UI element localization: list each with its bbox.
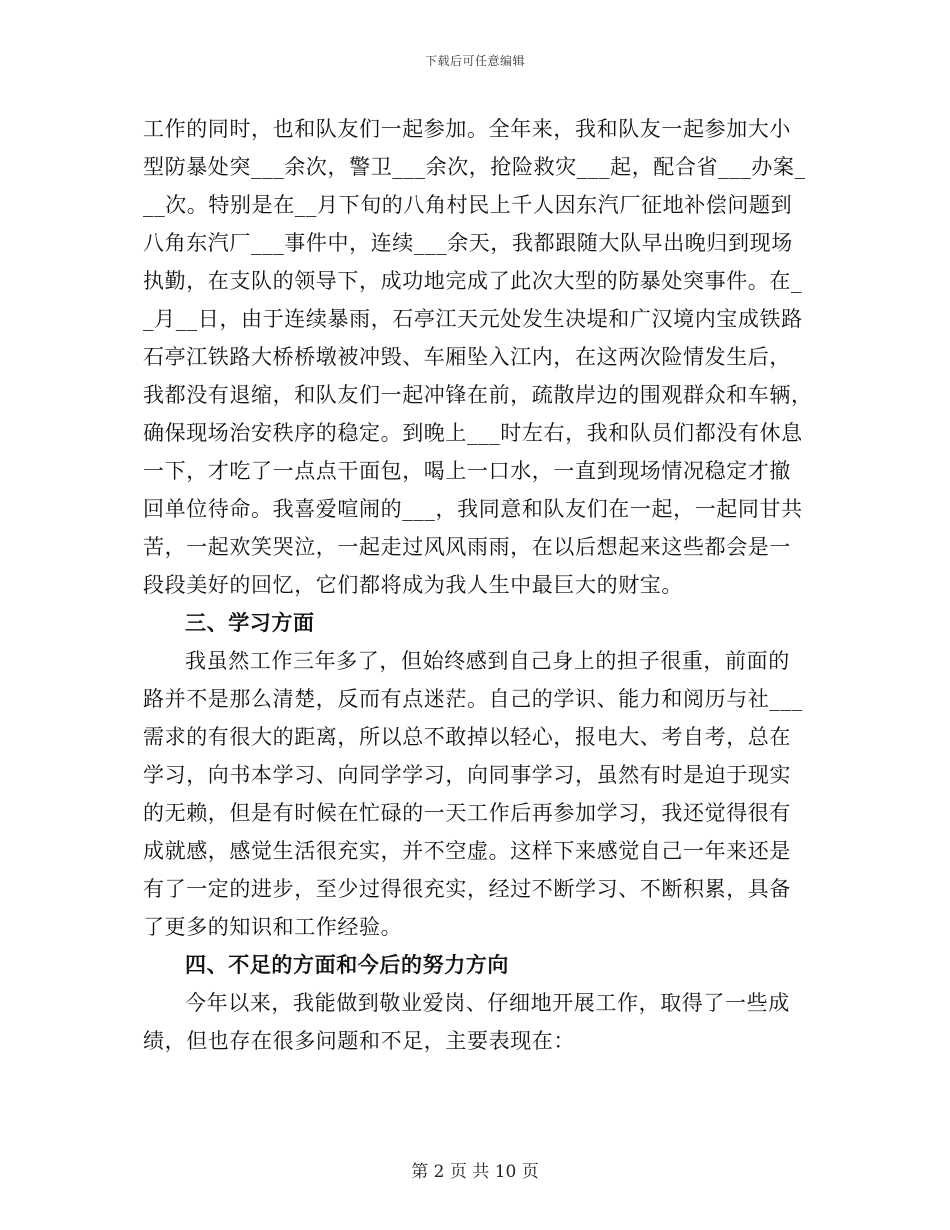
paragraph-line: 段段美好的回忆，它们都将成为我人生中最巨大的财宝。 [143, 573, 683, 597]
paragraph-line: 成就感，感觉生活很充实，并不空虚。这样下来感觉自己一年来还是 [143, 839, 791, 863]
paragraph-line: 回单位待命。我喜爱喧闹的___，我同意和队友们在一起，一起同甘共 [143, 497, 803, 521]
paragraph-line: 学习，向书本学习、向同学学习，向同事学习，虽然有时是迫于现实 [143, 763, 791, 787]
paragraph-line: 我都没有退缩，和队友们一起冲锋在前，疏散岸边的围观群众和车辆， [143, 383, 813, 407]
paragraph-line: 路并不是那么清楚，反而有点迷茫。自己的学识、能力和阅历与社___ [143, 687, 803, 711]
paragraph-line: 八角东汽厂___事件中，连续___余天，我都跟随大队早出晚归到现场 [143, 231, 793, 255]
paragraph-line: 型防暴处突___余次，警卫___余次，抢险救灾___起，配合省___办案_ [143, 155, 806, 179]
paragraph-line: 今年以来，我能做到敬业爱岗、仔细地开展工作，取得了一些成 [185, 991, 790, 1015]
document-body [143, 110, 813, 1060]
paragraph-line: 工作的同时，也和队友们一起参加。全年来，我和队友一起参加大小 [143, 117, 791, 141]
paragraph-line: 有了一定的进步，至少过得很充实，经过不断学习、不断积累，具备 [143, 877, 791, 901]
paragraph-line: 需求的有很大的距离，所以总不敢掉以轻心，报电大、考自考，总在 [143, 725, 791, 749]
paragraph-line: 执勤，在支队的领导下，成功地完成了此次大型的防暴处突事件。在_ [143, 269, 803, 293]
paragraph-line: 石亭江铁路大桥桥墩被冲毁、车厢坠入江内，在这两次险情发生后， [143, 345, 791, 369]
paragraph-line: 确保现场治安秩序的稳定。到晚上___时左右，我和队员们都没有休息 [143, 421, 803, 445]
section-heading-study: 三、学习方面 [185, 610, 315, 635]
paragraph-line: 了更多的知识和工作经验。 [143, 915, 403, 939]
page-footer: 第 2 页 共 10 页 [411, 1162, 539, 1182]
paragraph-line: 的无赖，但是有时候在忙碌的一天工作后再参加学习，我还觉得很有 [143, 801, 791, 825]
paragraph-line: 一下，才吃了一点点干面包，喝上一口水，一直到现场情况稳定才撤 [143, 459, 791, 483]
paragraph-line: 绩，但也存在很多问题和不足，主要表现在： [143, 1029, 575, 1053]
paragraph-line: 苦，一起欢笑哭泣，一起走过风风雨雨，在以后想起来这些都会是一 [143, 535, 791, 559]
paragraph-line: __次。特别是在__月下旬的八角村民上千人因东汽厂征地补偿问题到 [143, 193, 793, 217]
paragraph-line: 我虽然工作三年多了，但始终感到自己身上的担子很重，前面的 [185, 649, 790, 673]
page-header: 下载后可任意编辑 [424, 54, 525, 68]
paragraph-line: _月__日，由于连续暴雨，石亭江天元处发生决堤和广汉境内宝成铁路 [143, 307, 803, 331]
section-heading-shortcomings: 四、不足的方面和今后的努力方向 [185, 952, 509, 977]
